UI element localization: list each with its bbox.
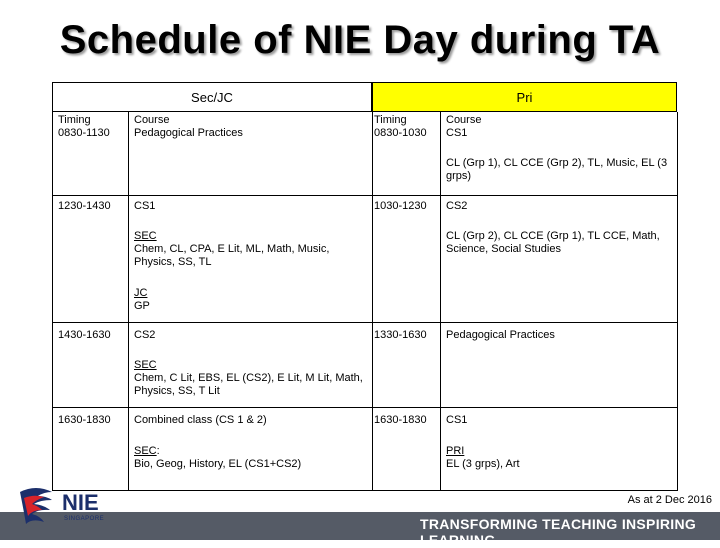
pri-row2-detail: CL (Grp 2), CL CCE (Grp 1), TL CCE, Math, Science, Social Studies (446, 230, 660, 255)
pri-timing-label: Timing (374, 114, 407, 126)
logo-text: NIE (62, 490, 99, 515)
sec-row3-group1-text: Chem, C Lit, EBS, EL (CS2), E Lit, M Lit, Math, Physics, SS, T Lit (134, 372, 363, 397)
pri-row4-group-heading: PRI (446, 445, 465, 457)
pri-row3-timing: 1330-1630 (374, 329, 427, 341)
pri-row4-detail: EL (3 grps), Art (446, 458, 520, 470)
lion-emblem-icon (14, 484, 58, 530)
pri-row2-timing: 1030-1230 (374, 200, 427, 212)
sec-row1-timing: 0830-1130 (58, 127, 110, 139)
sec-row4-course: Combined class (CS 1 & 2) (134, 414, 267, 426)
pri-row4-timing: 1630-1830 (374, 414, 427, 426)
sec-row4-timing: 1630-1830 (58, 414, 111, 426)
sec-row2-group1-heading: SEC (134, 230, 157, 242)
pri-course-label: Course (446, 114, 482, 126)
sec-row2-group2-heading: JC (134, 287, 148, 299)
sec-row4-group1-heading: SEC (134, 445, 157, 457)
pri-row2-course: CS2 (446, 200, 468, 212)
pri-row1-detail: CL (Grp 1), CL CCE (Grp 2), TL, Music, EL (3 grps) (446, 157, 668, 182)
sec-row2-timing: 1230-1430 (58, 200, 111, 212)
page-title: Schedule of NIE Day during TA (59, 18, 661, 62)
sec-row3-course: CS2 (134, 329, 156, 341)
pri-row1-course: CS1 (446, 127, 468, 139)
date-note: As at 2 Dec 2016 (627, 494, 712, 506)
sec-row4-group1-heading-line (134, 445, 160, 458)
sec-jc-header: Sec/JC (52, 82, 372, 112)
pri-header: Pri (372, 82, 677, 112)
sec-row1-course: Pedagogical Practices (134, 127, 243, 139)
sec-row3-group1-heading: SEC (134, 359, 157, 371)
nie-logo (14, 482, 124, 532)
tagline: TRANSFORMING TEACHING INSPIRING LEARNING (420, 516, 697, 548)
sec-row3-timing: 1430-1630 (58, 329, 111, 341)
sec-row2-group1-text: Chem, CL, CPA, E Lit, ML, Math, Music, Physics, SS, TL (134, 243, 330, 268)
logo-subtext: SINGAPORE (64, 516, 105, 522)
pri-row1-timing: 0830-1030 (374, 127, 427, 139)
sec-row4-group1-text: Bio, Geog, History, EL (CS1+CS2) (134, 458, 302, 470)
sec-row2-course: CS1 (134, 200, 156, 212)
sec-timing-label: Timing (58, 114, 91, 126)
sec-row2-group2-text: GP (134, 300, 150, 312)
pri-row4-course: CS1 (446, 414, 468, 426)
sec-row4-group1-suffix: : (156, 445, 160, 457)
sec-course-label: Course (134, 114, 170, 126)
pri-row3-course: Pedagogical Practices (446, 329, 555, 341)
